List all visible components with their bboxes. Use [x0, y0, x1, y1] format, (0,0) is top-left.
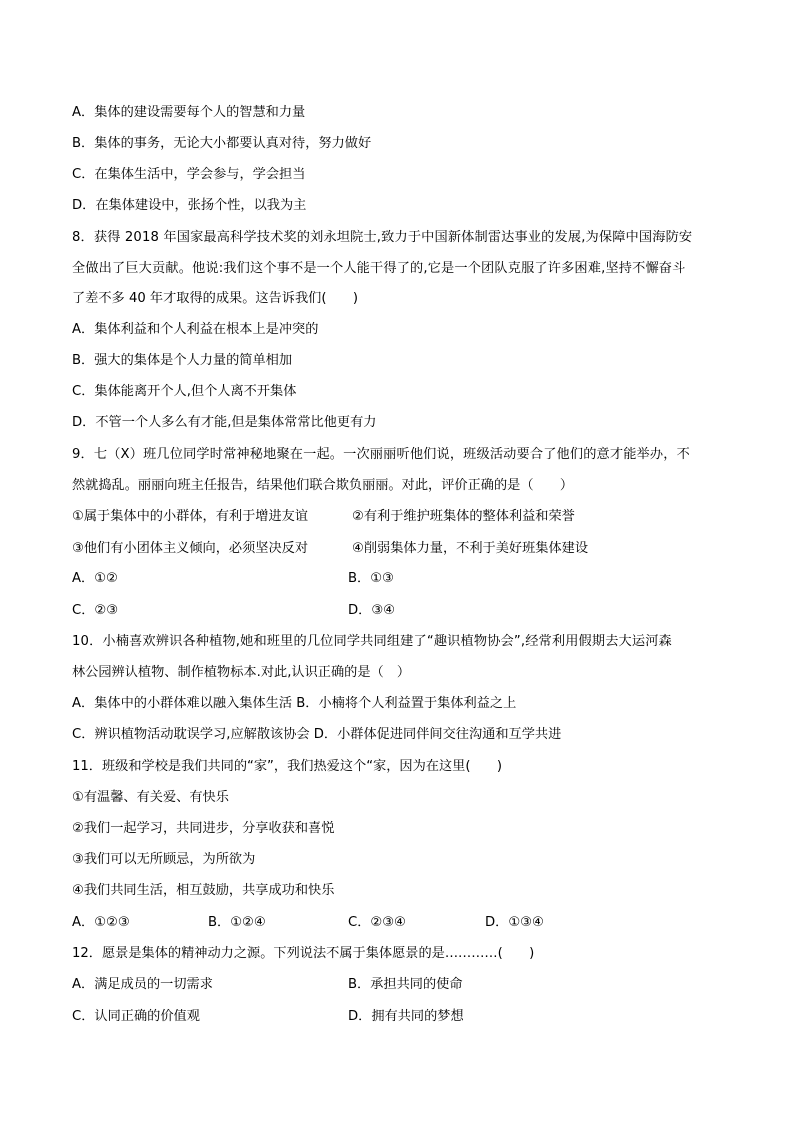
- q11-option-a: A．①②③: [72, 915, 130, 930]
- q9-option-a: A．①②: [72, 571, 118, 586]
- q8-option-a: A．集体利益和个人利益在根本上是冲突的: [72, 322, 319, 337]
- q8-option-c: C．集体能离开个人,但个人离不开集体: [72, 384, 297, 399]
- q9-item-2: ②有利于维护班集体的整体利益和荣誉: [352, 509, 575, 524]
- q12-option-c: C．认同正确的价值观: [72, 1009, 200, 1024]
- q9-stem-line2: 然就捣乱。丽丽向班主任报告，结果他们联合欺负丽丽。对此，评价正确的是（ ）: [72, 478, 574, 493]
- q9-stem-line1: 9．七（X）班几位同学时常神秘地聚在一起。一次丽丽听他们说，班级活动要合了他们的意才能举办，不: [72, 447, 690, 462]
- q11-item-2: ②我们一起学习，共同进步，分享收获和喜悦: [72, 821, 335, 836]
- q9-item-1: ①属于集体中的小群体，有利于增进友谊: [72, 509, 309, 524]
- q8-option-d: D．不管一个人多么有才能,但是集体常常比他更有力: [72, 415, 377, 430]
- q7-option-d: D．在集体建设中，张扬个性，以我为主: [72, 198, 307, 213]
- q12-option-d: D．拥有共同的梦想: [348, 1009, 464, 1024]
- q11-stem: 11．班级和学校是我们共同的“家”，我们热爱这个“家，因为在这里( ): [72, 759, 503, 774]
- q11-option-d: D．①③④: [485, 915, 544, 930]
- q11-option-c: C．②③④: [348, 915, 406, 930]
- q9-option-b: B．①③: [348, 571, 394, 586]
- q11-option-b: B．①②④: [208, 915, 266, 930]
- q8-option-b: B．强大的集体是个人力量的简单相加: [72, 353, 293, 368]
- q10-options-ab: A．集体中的小群体难以融入集体生活 B．小楠将个人利益置于集体利益之上: [72, 696, 517, 711]
- q8-stem-line2: 全做出了巨大贡献。他说:我们这个事不是一个人能干得了的,它是一个团队克服了许多困难,坚持不懈奋斗: [72, 261, 686, 276]
- q11-item-4: ④我们共同生活，相互鼓励，共享成功和快乐: [72, 883, 335, 898]
- q8-stem-line3: 了差不多 40 年才取得的成果。这告诉我们( ): [72, 291, 359, 306]
- q12-stem: 12．愿景是集体的精神动力之源。下列说法不属于集体愿景的是…………( ): [72, 946, 535, 961]
- q11-item-3: ③我们可以无所顾忌，为所欲为: [72, 852, 256, 867]
- q11-item-1: ①有温馨、有关爱、有快乐: [72, 790, 229, 805]
- q9-item-4: ④削弱集体力量，不利于美好班集体建设: [352, 541, 589, 556]
- q12-option-a: A．满足成员的一切需求: [72, 977, 213, 992]
- q10-stem-line2: 林公园辨认植物、制作植物标本.对此,认识正确的是（ ）: [72, 665, 411, 680]
- q9-item-3: ③他们有小团体主义倾向，必须坚决反对: [72, 541, 309, 556]
- q7-option-b: B．集体的事务，无论大小都要认真对待，努力做好: [72, 136, 372, 151]
- q9-option-c: C．②③: [72, 603, 119, 618]
- q9-option-d: D．③④: [348, 603, 395, 618]
- q7-option-c: C．在集体生活中，学会参与，学会担当: [72, 167, 306, 182]
- q10-stem-line1: 10．小楠喜欢辨识各种植物,她和班里的几位同学共同组建了“趣识植物协会”,经常利用假期去大运河森: [72, 634, 672, 649]
- q10-options-cd: C．辨识植物活动耽误学习,应解散该协会 D．小群体促进同伴间交往沟通和互学共进: [72, 727, 562, 742]
- q12-option-b: B．承担共同的使命: [348, 977, 463, 992]
- q8-stem-line1: 8．获得 2018 年国家最高科学技术奖的刘永坦院士,致力于中国新体制雷达事业的发展,为保障中国海防安: [72, 230, 693, 245]
- q7-option-a: A．集体的建设需要每个人的智慧和力量: [72, 105, 306, 120]
